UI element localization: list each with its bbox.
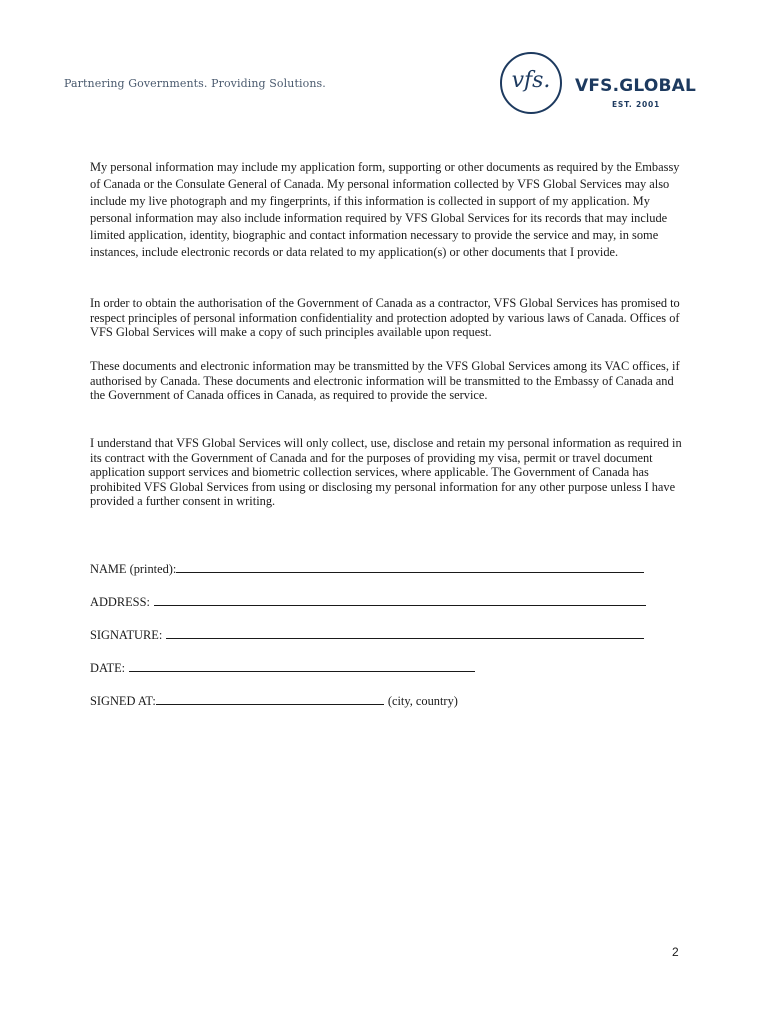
signature-label: SIGNATURE: (90, 628, 163, 642)
paragraph-text: I understand that VFS Global Services will only collect, use, disclose and retain my personal information as required in its contract with the Government of Canada and for the purposes of providing my visa, permit or travel document application support services and biometric collection services, where applicable. The Government of Canada has prohibited VFS Global Services from using or disclosing my personal information for any other purpose unless I have provided a further consent in writing. (90, 436, 682, 509)
paragraph-personal-information (90, 159, 690, 261)
date-field (90, 659, 475, 676)
signed-at-suffix: (city, country) (387, 694, 458, 708)
logo-wordmark: VFS.GLOBAL (575, 76, 697, 96)
paragraph-understanding (90, 436, 690, 509)
signed-at-label: SIGNED AT: (90, 694, 156, 708)
page-number: 2 (672, 945, 679, 959)
name-input-line[interactable] (176, 560, 644, 573)
paragraph-transmission (90, 359, 690, 403)
address-input-line[interactable] (154, 593, 646, 606)
signed-at-input-line[interactable] (156, 692, 384, 705)
paragraph-text: These documents and electronic information may be transmitted by the VFS Global Services among its VAC offices, if authorised by Canada. These documents and electronic information will be transmitted to the Embassy of Canada and the Government of Canada offices in Canada, as required to provide the service. (90, 359, 680, 403)
name-field (90, 560, 644, 577)
date-label: DATE: (90, 661, 126, 675)
paragraph-text: My personal information may include my application form, supporting or other documents as required by the Embassy of Canada or the Consulate General of Canada. My personal information collected by VFS Global Services may also include my live photograph and my fingerprints, if this information is collected in support of my application. My personal information may also include information required by VFS Global Services for its records that may include limited application, identity, biographic and contact information necessary to provide the service and may, in some instances, include electronic records or data related to my application(s) or other documents that I provide. (90, 160, 680, 259)
signature-input-line[interactable] (166, 626, 644, 639)
vfs-logo-mark (500, 52, 562, 114)
address-field (90, 593, 646, 610)
date-input-line[interactable] (129, 659, 475, 672)
logo-established: EST. 2001 (612, 100, 661, 109)
paragraph-text: In order to obtain the authorisation of the Government of Canada as a contractor, VFS Global Services has promised to respect principles of personal information confidentiality and protection adopted by various laws of Canada. Offices of VFS Global Services will make a copy of such principles available upon request. (90, 296, 680, 340)
header-tagline: Partnering Governments. Providing Solutions. (64, 77, 326, 90)
signature-field (90, 626, 644, 643)
logo-mark-text: vfs. (511, 68, 551, 93)
paragraph-authorisation (90, 296, 690, 340)
signed-at-field (90, 692, 458, 709)
vfs-global-logo (500, 52, 700, 118)
name-label: NAME (printed): (90, 562, 177, 576)
address-label: ADDRESS: (90, 595, 150, 609)
